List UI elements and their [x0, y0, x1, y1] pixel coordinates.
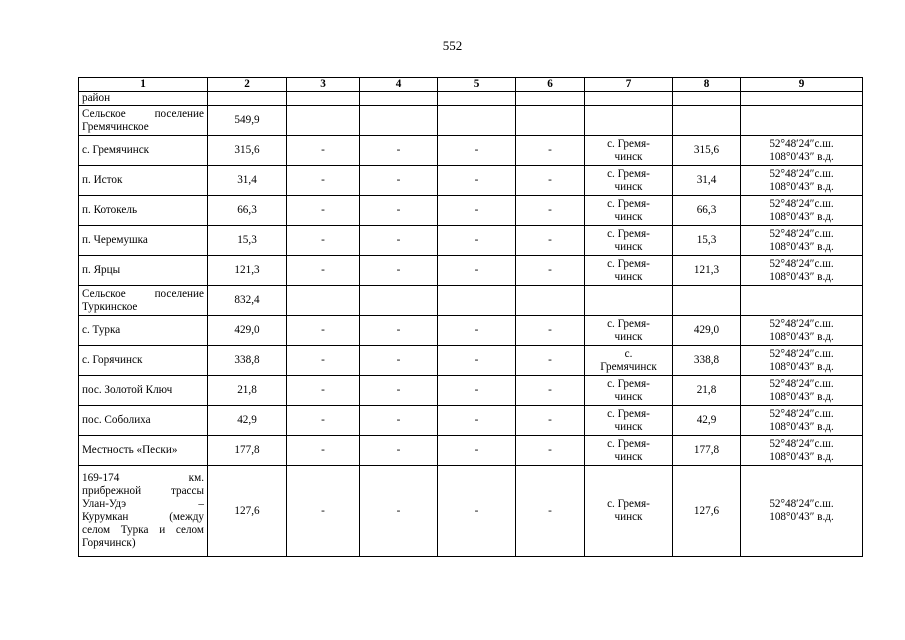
- data-table: [78, 77, 863, 557]
- cell-col-3: -: [287, 226, 360, 256]
- cell-line: Улан-Удэ –: [82, 498, 204, 510]
- cell-col-5: -: [438, 226, 516, 256]
- cell-col-8: 121,3: [673, 256, 741, 286]
- cell-line: 169-174 км.: [82, 472, 204, 484]
- cell-col-7: [585, 196, 673, 226]
- cell-col-1: район: [79, 92, 208, 106]
- cell-col-7: [585, 436, 673, 466]
- cell-line: 108°0′43″ в.д.: [769, 150, 834, 163]
- cell-col-5: -: [438, 376, 516, 406]
- cell-col-3: -: [287, 466, 360, 557]
- table-row: [79, 316, 863, 346]
- cell-col-8: 21,8: [673, 376, 741, 406]
- cell-line: Гремячинское: [82, 120, 149, 133]
- cell-col-5: -: [438, 346, 516, 376]
- cell-col-5: -: [438, 256, 516, 286]
- cell-col-7: [585, 316, 673, 346]
- cell-col-4: -: [360, 436, 438, 466]
- cell-col-8: 15,3: [673, 226, 741, 256]
- cell-col-3: -: [287, 316, 360, 346]
- cell-line: 108°0′43″ в.д.: [769, 390, 834, 403]
- cell-col-4: -: [360, 376, 438, 406]
- table-row: [79, 256, 863, 286]
- cell-col-5: -: [438, 436, 516, 466]
- cell-line: селом Турка и селом: [82, 524, 204, 536]
- cell-col-1: с. Горячинск: [79, 346, 208, 376]
- cell-col-8: 177,8: [673, 436, 741, 466]
- cell-col-2: 21,8: [208, 376, 287, 406]
- cell-line: Сельское поселение: [82, 107, 204, 120]
- cell-col-1: [79, 286, 208, 316]
- header-col-4: 4: [360, 78, 438, 92]
- table-row: [79, 166, 863, 196]
- cell-col-6: -: [516, 376, 585, 406]
- cell-line: чинск: [614, 450, 643, 463]
- cell-col-3: -: [287, 166, 360, 196]
- cell-line: с. Гремя-: [607, 137, 650, 150]
- table-row: [79, 286, 863, 316]
- cell-col-4: -: [360, 226, 438, 256]
- table-row: [79, 196, 863, 226]
- cell-col-5: -: [438, 316, 516, 346]
- cell-col-2: 429,0: [208, 316, 287, 346]
- cell-col-6: -: [516, 136, 585, 166]
- table-row: [79, 376, 863, 406]
- cell-col-5: -: [438, 406, 516, 436]
- cell-col-9: [741, 316, 863, 346]
- cell-line: чинск: [614, 180, 643, 193]
- cell-line: с. Гремя-: [607, 227, 650, 240]
- cell-line: 52°48′24″с.ш.: [769, 498, 834, 510]
- cell-line: 108°0′43″ в.д.: [769, 360, 834, 373]
- cell-col-2: 177,8: [208, 436, 287, 466]
- cell-col-3: -: [287, 196, 360, 226]
- cell-line: чинск: [614, 390, 643, 403]
- cell-col-9: [741, 92, 863, 106]
- cell-line: с.: [624, 347, 633, 360]
- table-row: [79, 136, 863, 166]
- cell-col-2: 31,4: [208, 166, 287, 196]
- cell-col-4: -: [360, 406, 438, 436]
- cell-col-9: [741, 166, 863, 196]
- cell-col-8: 315,6: [673, 136, 741, 166]
- cell-line: Курумкан (между: [82, 511, 204, 523]
- cell-col-6: -: [516, 316, 585, 346]
- cell-col-8: 31,4: [673, 166, 741, 196]
- cell-col-6: [516, 286, 585, 316]
- cell-col-4: -: [360, 196, 438, 226]
- cell-col-2: 315,6: [208, 136, 287, 166]
- cell-col-9: [741, 466, 863, 557]
- cell-line: 52°48′24″с.ш.: [769, 137, 834, 150]
- cell-col-4: [360, 106, 438, 136]
- cell-line: чинск: [614, 420, 643, 433]
- cell-col-1: п. Котокель: [79, 196, 208, 226]
- cell-col-3: -: [287, 436, 360, 466]
- header-col-8: 8: [673, 78, 741, 92]
- table-row: [79, 466, 863, 557]
- cell-line: с. Гремя-: [607, 167, 650, 180]
- cell-line: чинск: [614, 150, 643, 163]
- cell-col-1: пос. Золотой Ключ: [79, 376, 208, 406]
- cell-col-6: -: [516, 406, 585, 436]
- cell-line: чинск: [614, 511, 643, 523]
- cell-col-8: [673, 286, 741, 316]
- cell-col-6: -: [516, 346, 585, 376]
- cell-line: 52°48′24″с.ш.: [769, 407, 834, 420]
- cell-line: 52°48′24″с.ш.: [769, 257, 834, 270]
- cell-col-5: -: [438, 136, 516, 166]
- cell-col-2: 549,9: [208, 106, 287, 136]
- table-row: [79, 226, 863, 256]
- table-row: [79, 92, 863, 106]
- cell-line: 52°48′24″с.ш.: [769, 317, 834, 330]
- cell-col-5: -: [438, 196, 516, 226]
- cell-line: 108°0′43″ в.д.: [769, 330, 834, 343]
- header-row: [79, 78, 863, 92]
- header-col-9: 9: [741, 78, 863, 92]
- cell-line: с. Гремя-: [607, 257, 650, 270]
- cell-col-9: [741, 376, 863, 406]
- cell-col-8: 429,0: [673, 316, 741, 346]
- cell-line: 108°0′43″ в.д.: [769, 420, 834, 433]
- cell-col-4: -: [360, 466, 438, 557]
- cell-line: 52°48′24″с.ш.: [769, 167, 834, 180]
- cell-col-7: [585, 166, 673, 196]
- cell-line: 52°48′24″с.ш.: [769, 227, 834, 240]
- cell-line: чинск: [614, 210, 643, 223]
- cell-line: Сельское поселение: [82, 287, 204, 300]
- cell-line: с. Гремя-: [607, 317, 650, 330]
- cell-col-4: [360, 286, 438, 316]
- cell-col-9: [741, 286, 863, 316]
- cell-col-7: [585, 406, 673, 436]
- cell-col-1: с. Гремячинск: [79, 136, 208, 166]
- cell-col-7: [585, 286, 673, 316]
- cell-col-4: -: [360, 316, 438, 346]
- cell-col-5: -: [438, 466, 516, 557]
- cell-line: 108°0′43″ в.д.: [769, 511, 834, 523]
- cell-line: чинск: [614, 240, 643, 253]
- cell-col-7: [585, 136, 673, 166]
- cell-col-1: с. Турка: [79, 316, 208, 346]
- cell-col-9: [741, 346, 863, 376]
- cell-col-9: [741, 226, 863, 256]
- cell-col-1: Местность «Пески»: [79, 436, 208, 466]
- table-row: [79, 346, 863, 376]
- cell-line: 108°0′43″ в.д.: [769, 240, 834, 253]
- cell-col-7: [585, 226, 673, 256]
- cell-col-6: [516, 106, 585, 136]
- cell-col-4: -: [360, 346, 438, 376]
- cell-col-3: -: [287, 376, 360, 406]
- header-col-6: 6: [516, 78, 585, 92]
- cell-col-6: -: [516, 436, 585, 466]
- cell-col-1: п. Черемушка: [79, 226, 208, 256]
- cell-line: 108°0′43″ в.д.: [769, 450, 834, 463]
- cell-col-2: 15,3: [208, 226, 287, 256]
- cell-col-9: [741, 256, 863, 286]
- cell-col-3: [287, 106, 360, 136]
- cell-col-8: 338,8: [673, 346, 741, 376]
- page-number: 552: [442, 38, 463, 53]
- cell-col-1: п. Исток: [79, 166, 208, 196]
- cell-col-4: -: [360, 136, 438, 166]
- header-col-2: 2: [208, 78, 287, 92]
- cell-col-8: [673, 92, 741, 106]
- cell-col-1: [79, 106, 208, 136]
- cell-line: 108°0′43″ в.д.: [769, 180, 834, 193]
- cell-line: с. Гремя-: [607, 498, 650, 510]
- cell-col-7: [585, 106, 673, 136]
- cell-col-7: [585, 346, 673, 376]
- cell-line: Горячинск): [82, 537, 136, 549]
- cell-col-3: -: [287, 136, 360, 166]
- cell-col-3: [287, 286, 360, 316]
- cell-col-1: пос. Соболиха: [79, 406, 208, 436]
- cell-col-2: [208, 92, 287, 106]
- cell-col-5: [438, 92, 516, 106]
- cell-line: 108°0′43″ в.д.: [769, 210, 834, 223]
- cell-line: 52°48′24″с.ш.: [769, 347, 834, 360]
- cell-col-9: [741, 436, 863, 466]
- cell-line: прибрежной трассы: [82, 485, 204, 497]
- cell-col-8: 66,3: [673, 196, 741, 226]
- cell-col-3: -: [287, 346, 360, 376]
- cell-line: с. Гремя-: [607, 407, 650, 420]
- cell-line: с. Гремя-: [607, 197, 650, 210]
- header-col-3: 3: [287, 78, 360, 92]
- cell-col-9: [741, 406, 863, 436]
- cell-col-4: -: [360, 256, 438, 286]
- cell-col-2: 121,3: [208, 256, 287, 286]
- cell-col-6: -: [516, 466, 585, 557]
- cell-line: 108°0′43″ в.д.: [769, 270, 834, 283]
- cell-col-9: [741, 106, 863, 136]
- table-body: [79, 92, 863, 557]
- cell-col-5: [438, 106, 516, 136]
- header-col-5: 5: [438, 78, 516, 92]
- cell-line: чинск: [614, 330, 643, 343]
- table-row: [79, 106, 863, 136]
- cell-col-6: -: [516, 256, 585, 286]
- cell-col-6: -: [516, 226, 585, 256]
- cell-col-7: [585, 256, 673, 286]
- cell-col-6: -: [516, 196, 585, 226]
- table-row: [79, 436, 863, 466]
- cell-col-7: [585, 92, 673, 106]
- cell-line: Гремячинск: [600, 360, 657, 373]
- cell-col-3: -: [287, 406, 360, 436]
- cell-col-4: [360, 92, 438, 106]
- cell-col-6: [516, 92, 585, 106]
- cell-col-2: 832,4: [208, 286, 287, 316]
- cell-col-9: [741, 196, 863, 226]
- cell-col-2: 338,8: [208, 346, 287, 376]
- cell-line: Туркинское: [82, 300, 138, 313]
- table-row: [79, 406, 863, 436]
- cell-col-8: 42,9: [673, 406, 741, 436]
- cell-col-1: п. Ярцы: [79, 256, 208, 286]
- cell-line: 52°48′24″с.ш.: [769, 377, 834, 390]
- header-col-7: 7: [585, 78, 673, 92]
- cell-line: с. Гремя-: [607, 377, 650, 390]
- cell-col-2: 127,6: [208, 466, 287, 557]
- cell-line: чинск: [614, 270, 643, 283]
- cell-col-2: 42,9: [208, 406, 287, 436]
- cell-col-8: 127,6: [673, 466, 741, 557]
- cell-col-8: [673, 106, 741, 136]
- cell-col-1: [79, 466, 208, 557]
- cell-col-3: [287, 92, 360, 106]
- cell-col-4: -: [360, 166, 438, 196]
- cell-line: 52°48′24″с.ш.: [769, 437, 834, 450]
- cell-line: 52°48′24″с.ш.: [769, 197, 834, 210]
- header-col-1: 1: [79, 78, 208, 92]
- cell-col-7: [585, 466, 673, 557]
- cell-col-3: -: [287, 256, 360, 286]
- cell-col-6: -: [516, 166, 585, 196]
- cell-col-7: [585, 376, 673, 406]
- cell-col-5: [438, 286, 516, 316]
- cell-line: с. Гремя-: [607, 437, 650, 450]
- cell-col-9: [741, 136, 863, 166]
- cell-col-5: -: [438, 166, 516, 196]
- cell-col-2: 66,3: [208, 196, 287, 226]
